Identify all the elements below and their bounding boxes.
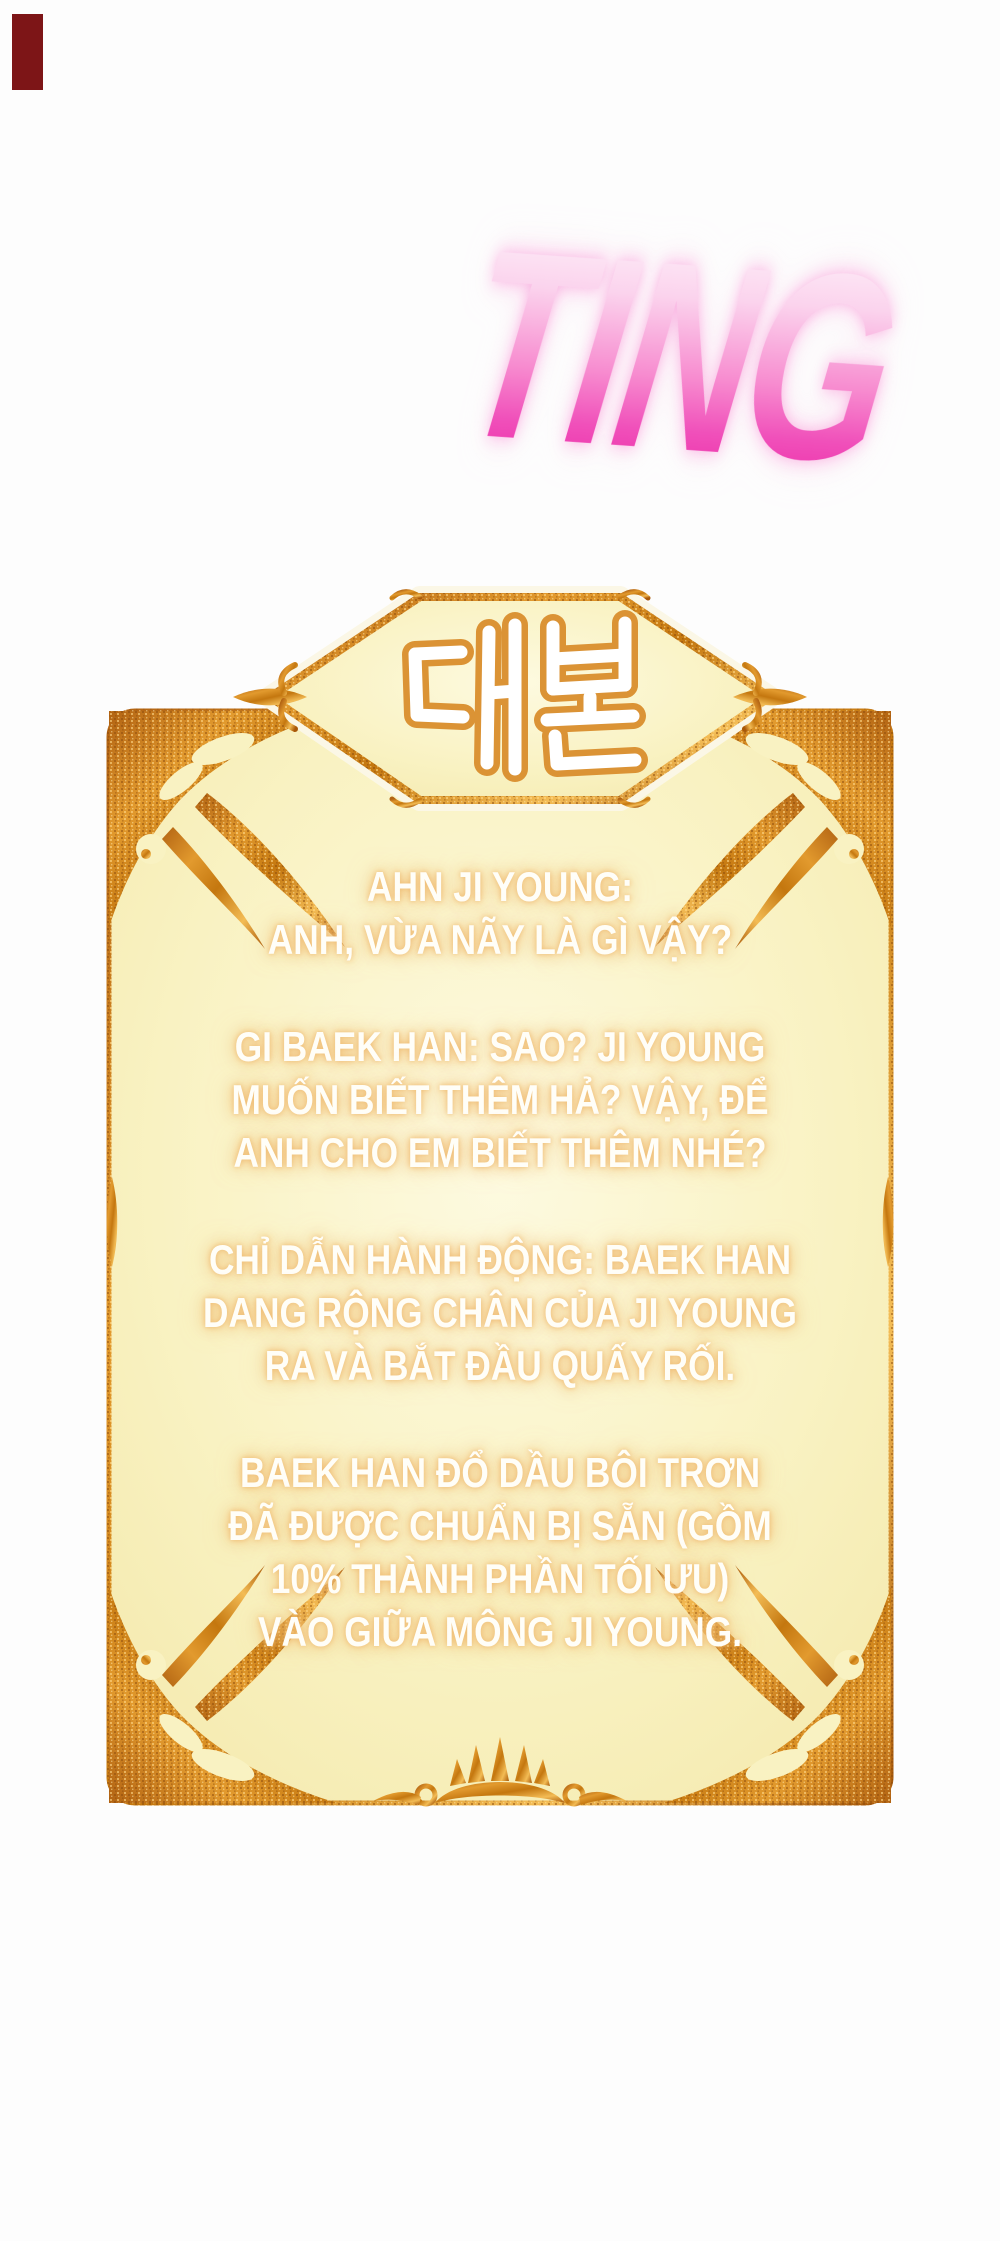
- script-block-2: [198, 1020, 803, 1179]
- script-text: [198, 860, 803, 1658]
- sfx-ting: [427, 180, 928, 533]
- script-block-4: [198, 1446, 803, 1658]
- script-line: VÀO GIỮA MÔNG JI YOUNG.: [257, 1608, 743, 1655]
- script-line: ANH CHO EM BIẾT THÊM NHÉ?: [233, 1129, 767, 1176]
- script-line: DANG RỘNG CHÂN CỦA JI YOUNG: [203, 1289, 797, 1336]
- script-line: MUỐN BIẾT THÊM HẢ? VẬY, ĐỂ: [231, 1076, 769, 1123]
- corner-red-mark: [12, 14, 43, 90]
- script-line: 10% THÀNH PHẦN TỐI ƯU): [270, 1555, 730, 1602]
- script-block-3: [198, 1233, 803, 1392]
- script-line: AHN JI YOUNG:: [367, 863, 633, 910]
- sfx-ting-text: TING: [445, 192, 911, 520]
- script-line: RA VÀ BẮT ĐẦU QUẤY RỐI.: [264, 1342, 736, 1389]
- script-line: GI BAEK HAN: SAO? JI YOUNG: [234, 1023, 766, 1070]
- script-block-1: [198, 860, 803, 966]
- script-line: ANH, VỪA NÃY LÀ GÌ VẬY?: [267, 916, 733, 963]
- script-line: ĐÃ ĐƯỢC CHUẨN BỊ SẴN (GỒM: [228, 1502, 772, 1549]
- script-line: BAEK HAN ĐỔ DẦU BÔI TRƠN: [239, 1449, 761, 1496]
- script-line: CHỈ DẪN HÀNH ĐỘNG: BAEK HAN: [208, 1236, 792, 1283]
